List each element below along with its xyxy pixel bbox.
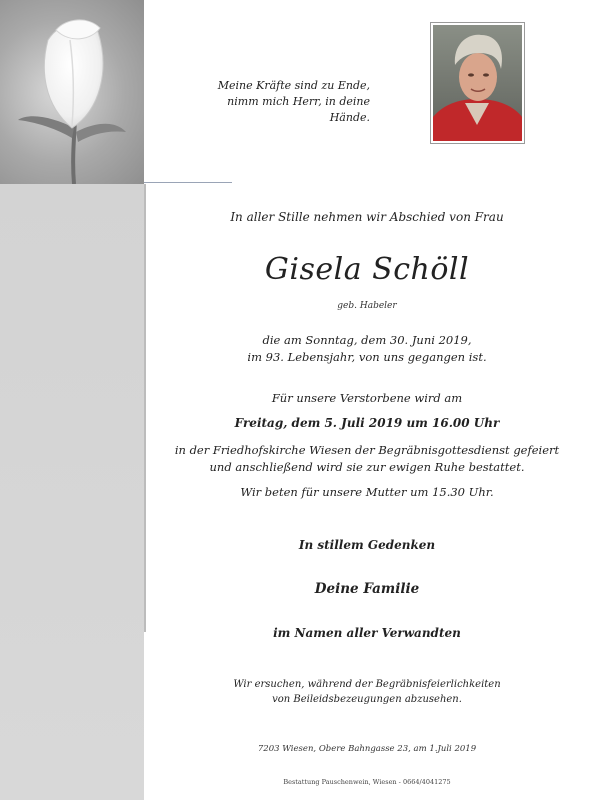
condolence-request-line-1: Wir ersuchen, während der Begräbnisfeierlichkeiten [233, 679, 501, 690]
white-rose-icon [0, 0, 144, 184]
undertaker-line: Bestattung Pauschenwein, Wiesen - 0664/4041275 [283, 778, 451, 786]
portrait-frame [430, 22, 525, 144]
signoff-relatives: im Namen aller Verwandten [273, 626, 461, 640]
address-date-line: 7203 Wiesen, Obere Bahngasse 23, am 1.Juli 2019 [257, 744, 477, 754]
prayer-time-line: Wir beten für unsere Mutter um 15.30 Uhr. [240, 485, 494, 499]
funeral-intro: Für unsere Verstorbene wird am [271, 391, 463, 405]
funeral-location-line: in der Friedhofskirche Wiesen der Begräbnisgottesdienst gefeiert [174, 443, 560, 457]
sidebar-gray-panel [0, 184, 144, 800]
maiden-name: geb. Habeler [337, 301, 397, 311]
motto-line-2: nimm mich Herr, in deine Hände. [227, 95, 370, 124]
death-date-line: die am Sonntag, dem 30. Juni 2019, [262, 333, 472, 347]
condolence-request-line-2: von Beileidsbezeugungen abzusehen. [272, 694, 462, 705]
motto-line-1: Meine Kräfte sind zu Ende, [217, 79, 370, 92]
accent-divider [144, 182, 232, 183]
age-line: im 93. Lebensjahr, von uns gegangen ist. [247, 350, 487, 364]
motto-verse [190, 78, 370, 126]
signoff-remembrance: In stillem Gedenken [298, 538, 436, 552]
signoff-family: Deine Familie [314, 581, 420, 597]
intro-line: In aller Stille nehmen wir Abschied von Frau [230, 210, 504, 224]
burial-line: und anschließend wird sie zur ewigen Ruhe bestattet. [209, 460, 525, 474]
rose-image-panel [0, 0, 144, 184]
deceased-portrait-photo [433, 25, 522, 141]
deceased-name: Gisela Schöll [264, 252, 470, 287]
sidebar-edge-shadow [144, 184, 146, 632]
decorative-sidebar [0, 0, 144, 800]
funeral-date: Freitag, dem 5. Juli 2019 um 16.00 Uhr [234, 416, 500, 430]
